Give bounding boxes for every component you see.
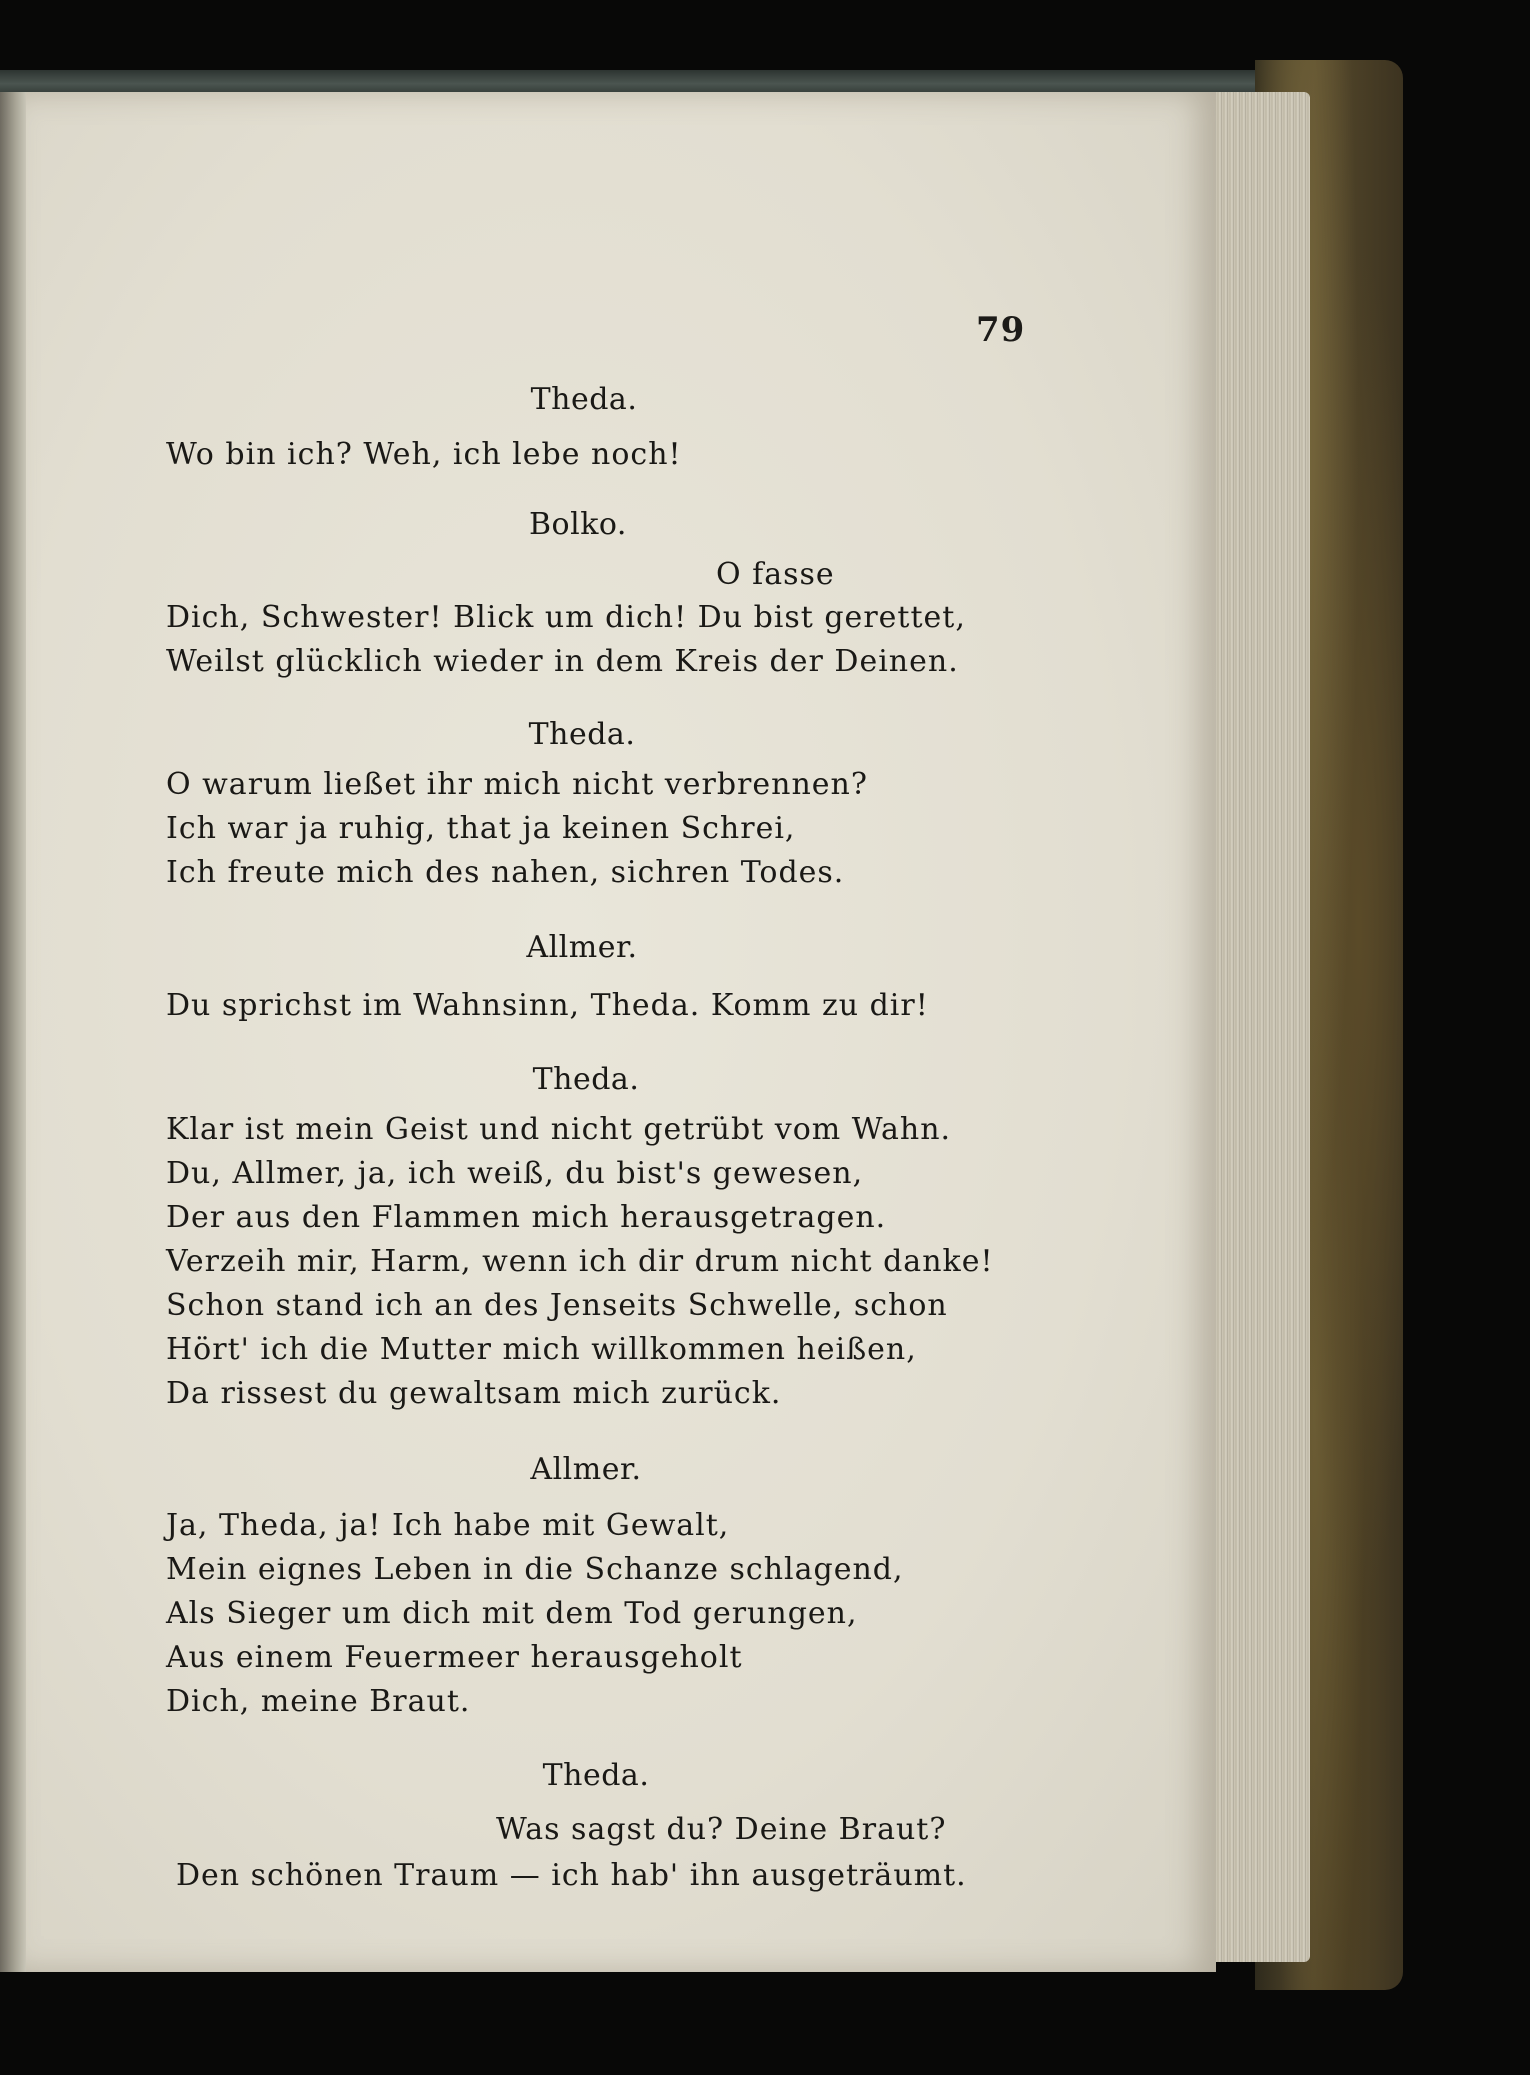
verse-line: Du, Allmer, ja, ich weiß, du bist's gewesen,	[166, 1156, 864, 1191]
verse-line: Der aus den Flammen mich herausgetragen.	[166, 1200, 887, 1235]
verse-line: Du sprichst im Wahnsinn, Theda. Komm zu dir!	[166, 988, 929, 1023]
speaker-name: Bolko.	[529, 507, 627, 542]
verse-line: Dich, Schwester! Blick um dich! Du bist gerettet,	[166, 600, 966, 635]
verse-line: Aus einem Feuermeer herausgeholt	[166, 1640, 743, 1675]
previous-page-edge	[0, 92, 28, 1972]
speaker-name: Theda.	[532, 1062, 640, 1097]
speaker-name: Theda.	[542, 1758, 650, 1793]
verse-line: Ich freute mich des nahen, sichren Todes.	[166, 855, 845, 890]
verse-line: Dich, meine Braut.	[166, 1684, 471, 1719]
verse-line: Hört' ich die Mutter mich willkommen heißen,	[166, 1332, 917, 1367]
verse-line: Den schönen Traum — ich hab' ihn ausgeträumt.	[176, 1858, 967, 1893]
verse-line: Mein eignes Leben in die Schanze schlagend,	[166, 1552, 904, 1587]
verse-line: O warum ließet ihr mich nicht verbrennen?	[166, 767, 868, 802]
verse-line: Ja, Theda, ja! Ich habe mit Gewalt,	[166, 1508, 730, 1543]
speaker-name: Allmer.	[530, 1452, 642, 1487]
verse-line: Weilst glücklich wieder in dem Kreis der Deinen.	[166, 644, 959, 679]
page-number: 79	[976, 310, 1026, 350]
verse-line: Wo bin ich? Weh, ich lebe noch!	[166, 437, 682, 472]
speaker-name: Theda.	[528, 717, 636, 752]
verse-line: Klar ist mein Geist und nicht getrübt vom Wahn.	[166, 1112, 952, 1147]
verse-line: Schon stand ich an des Jenseits Schwelle, schon	[166, 1288, 948, 1323]
verse-line: Ich war ja ruhig, that ja keinen Schrei,	[166, 811, 796, 846]
verse-line: Was sagst du? Deine Braut?	[496, 1812, 947, 1847]
verse-line: O fasse	[716, 557, 835, 592]
verse-line: Da rissest du gewaltsam mich zurück.	[166, 1376, 782, 1411]
verse-line: Als Sieger um dich mit dem Tod gerungen,	[166, 1596, 858, 1631]
verse-line: Verzeih mir, Harm, wenn ich dir drum nicht danke!	[166, 1244, 994, 1279]
book-page	[26, 92, 1216, 1972]
page-block-edges	[1210, 92, 1310, 1962]
speaker-name: Theda.	[530, 382, 638, 417]
speaker-name: Allmer.	[526, 930, 638, 965]
